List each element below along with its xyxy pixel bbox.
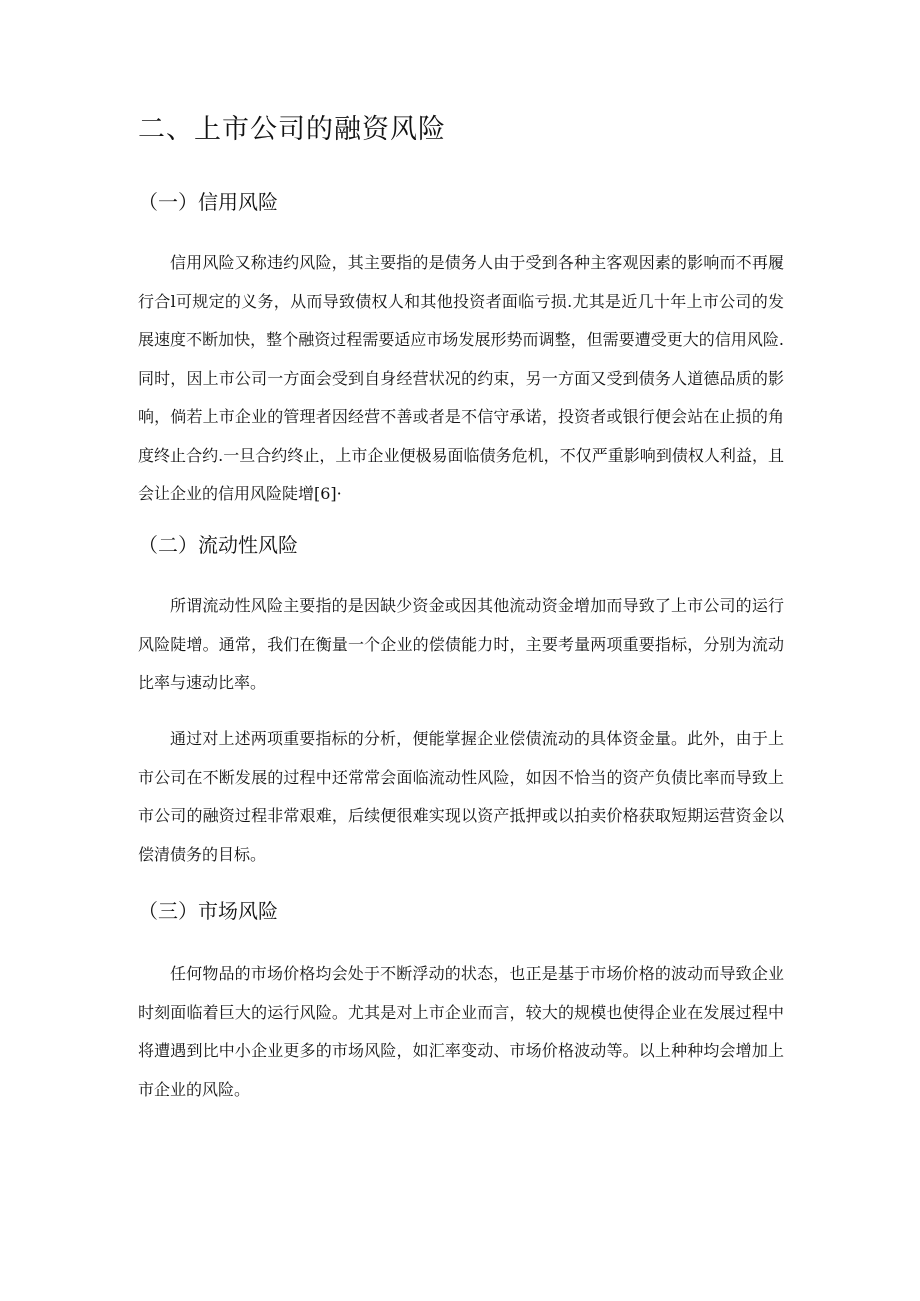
section-heading-market-risk: （三）市场风险 <box>138 899 278 923</box>
paragraph-credit-risk: 信用风险又称违约风险，其主要指的是债务人由于受到各种主客观因素的影响而不再履行合l可规定的义务，从而导致债权人和其他投资者面临亏损.尤其是近几十年上市公司的发展速度不断加快，整个融资过程需要适应市场发展形势而调整，但需要遭受更大的信用风险.同时，因上市公司一方面会受到自身经营状况的约束，另一方面又受到债务人道德品质的影响，倘若上市企业的管理者因经营不善或者是不信守承诺，投资者或银行便会站在止损的角度终止合约.一旦合约终止，上市企业便极易面临债务危机，不仅严重影响到债权人利益，且会让企业的信用风险陡增[6]· <box>138 253 784 503</box>
section-heading-credit-risk: （一）信用风险 <box>138 190 278 214</box>
paragraph-liquidity-risk-2: 通过对上述两项重要指标的分析，便能掌握企业偿债流动的具体资金量。此外，由于上市公司在不断发展的过程中还常常会面临流动性风险，如因不恰当的资产负债比率而导致上市公司的融资过程非常艰难，后续便很难实现以资产抵押或以拍卖价格获取短期运营资金以偿清债务的目标。 <box>138 729 784 864</box>
paragraph-liquidity-risk-1: 所谓流动性风险主要指的是因缺少资金或因其他流动资金增加而导致了上市公司的运行风险陡增。通常，我们在衡量一个企业的偿债能力时，主要考量两项重要指标，分别为流动比率与速动比率。 <box>138 596 784 692</box>
paragraph-market-risk: 任何物品的市场价格均会处于不断浮动的状态，也正是基于市场价格的波动而导致企业时刻面临着巨大的运行风险。尤其是对上市企业而言，较大的规模也使得企业在发展过程中将遭遇到比中小企业更多的市场风险，如汇率变动、市场价格波动等。以上种种均会增加上市企业的风险。 <box>138 964 784 1099</box>
page-title: 二、上市公司的融资风险 <box>138 114 446 145</box>
section-heading-liquidity-risk: （二）流动性风险 <box>138 533 298 557</box>
